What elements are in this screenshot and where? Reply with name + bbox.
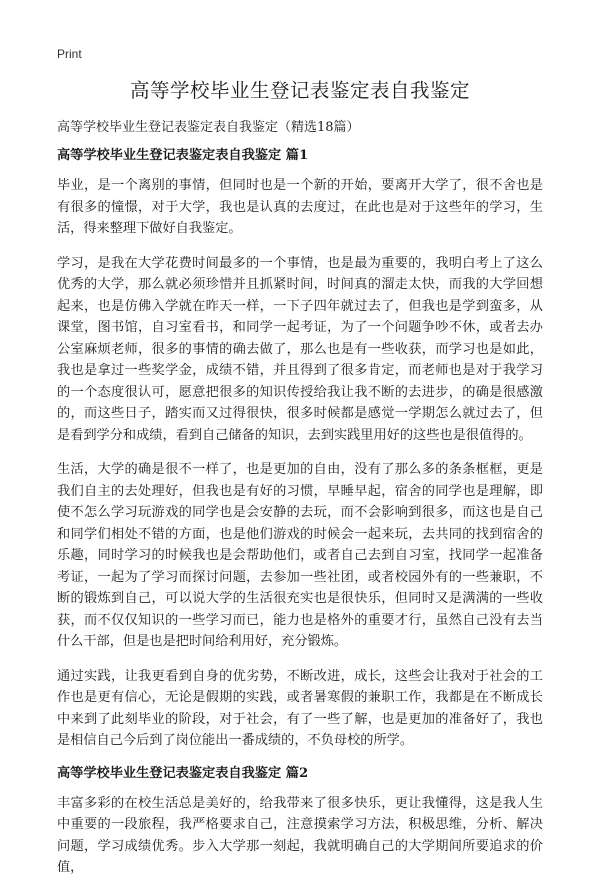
document-subtitle: 高等学校毕业生登记表鉴定表自我鉴定（精选18篇） [57,120,360,135]
section-2 [57,765,543,879]
print-link[interactable]: Print [57,47,82,61]
paragraph: 通过实践，让我更看到自身的优劣势，不断改进，成长，这些会让我对于社会的工作也是更有信心，无论是假期的实践，或者暑寒假的兼职工作，我都是在不断成长中来到了此刻毕业的阶段，对于社会，有了一些了解，也是更加的准备好了，我也是相信自己今后到了岗位能出一番成绩的，不负母校的所学。 [57,668,543,748]
paragraph: 学习，是我在大学花费时间最多的一个事情，也是最为重要的，我明白考上了这么优秀的大学，那么就必须珍惜并且抓紧时间，时间真的溜走太快，而我的大学回想起来，也是仿佛入学就在昨天一样，一下子四年就过去了，但我也是学到蛮多，从课堂，图书馆，自习室看书，和同学一起考证，为了一个问题争吵不休，或者去办公室麻烦老师，很多的事情的确去做了，那么也是有一些收获，而学习也是如此，我也是拿过一些奖学金，成绩不错，并且得到了很多肯定，而老师也是对于我学习的一个态度很认可，愿意把很多的知识传授给我让我不断的去进步，的确是很感激的，而这些日子，踏实而又过得很快，很多时候都是感觉一学期怎么就过去了，但是看到学分和成绩，看到自己储备的知识，去到实践里用好的这些也是很值得的。 [57,255,543,443]
section-heading: 高等学校毕业生登记表鉴定表自我鉴定 篇1 [57,148,309,163]
paragraph: 生活，大学的确是很不一样了，也是更加的自由，没有了那么多的条条框框，更是我们自主的去处理好，但我也是有好的习惯，早睡早起，宿舍的同学也是理解，即使不怎么学习玩游戏的同学也是会安静的去玩，而不会影响到很多，而这也是自己和同学们相处不错的方面，也是他们游戏的时候会一起来玩，去共同的找到宿舍的乐趣，同时学习的时候我也是会帮助他们，或者自己去到自习室，找同学一起准备考证，一起为了学习而探讨问题，去参加一些社团，或者校园外有的一些兼职，不断的锻炼到自己，可以说大学的生活很充实也是很快乐，但同时又是满满的一些收获，而不仅仅知识的一些学习而已，能力也是格外的重要才行，虽然自己没有去当什么干部，但是也是把时间给利用好，充分锻炼。 [57,462,543,649]
document-title: 高等学校毕业生登记表鉴定表自我鉴定 [129,79,470,102]
section-heading: 高等学校毕业生登记表鉴定表自我鉴定 篇2 [57,765,309,781]
paragraph: 丰富多彩的在校生活总是美好的，给我带来了很多快乐，更让我懂得，这是我人生中重要的一段旅程，我严格要求自己，注意摸索学习方法，积极思维，分析、解决问题，学习成绩优秀。步入大学那一刻起，我就明确自己的大学期间所要追求的价值， [57,795,543,875]
paragraph: 毕业，是一个离别的事情，但同时也是一个新的开始，要离开大学了，很不舍也是有很多的憧憬，对于大学，我也是认真的去度过，在此也是对于这些年的学习，生活，得来整理下做好自我鉴定。 [57,178,543,236]
section-1 [57,147,543,752]
